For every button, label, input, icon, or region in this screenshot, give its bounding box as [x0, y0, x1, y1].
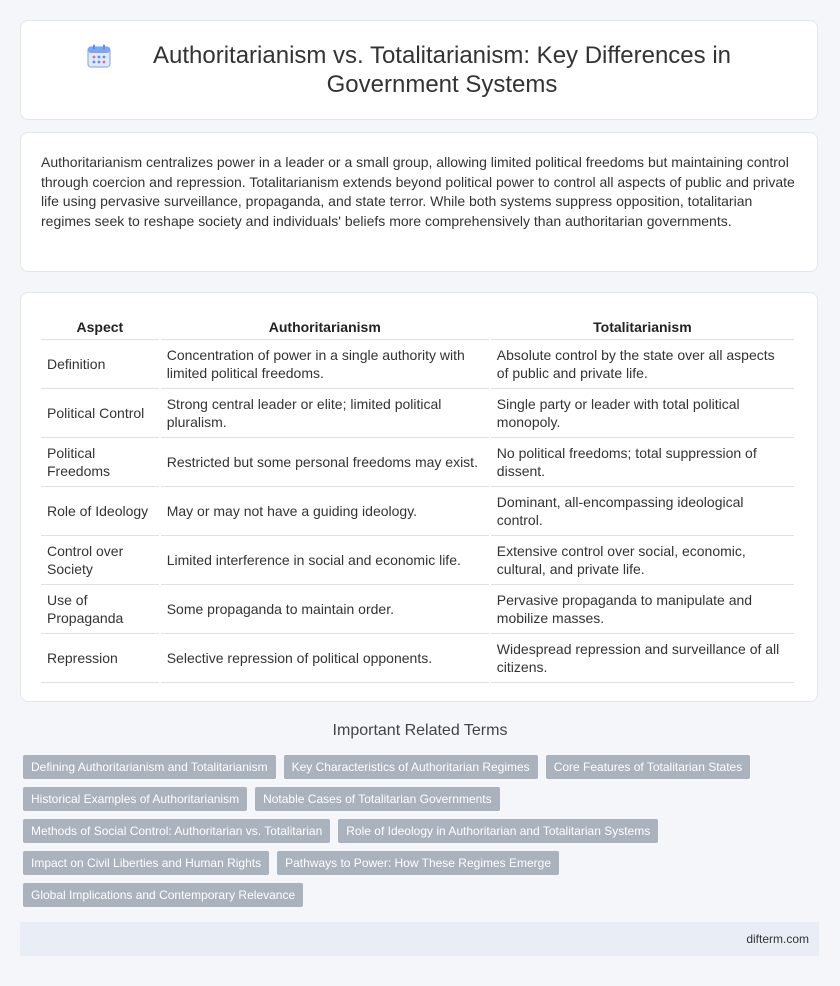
authoritarianism-cell: Limited interference in social and economic life. — [161, 536, 489, 585]
aspect-cell: Political Control — [41, 389, 159, 438]
comparison-card — [20, 292, 818, 702]
intro-card — [20, 132, 818, 272]
related-terms-list — [23, 755, 813, 915]
authoritarianism-cell: Concentration of power in a single authority with limited political freedoms. — [161, 340, 489, 389]
related-term-tag[interactable]: Defining Authoritarianism and Totalitarianism — [23, 755, 276, 779]
authoritarianism-cell: Restricted but some personal freedoms may exist. — [161, 438, 489, 487]
totalitarianism-cell: Widespread repression and surveillance of all citizens. — [491, 634, 794, 683]
related-term-tag[interactable]: Methods of Social Control: Authoritarian vs. Totalitarian — [23, 819, 330, 843]
column-header-authoritarianism: Authoritarianism — [161, 315, 489, 340]
intro-paragraph: Authoritarianism centralizes power in a leader or a small group, allowing limited political freedoms but maintaining control through coercion and repression. Totalitarianism extends beyond political power to control all aspects of public and private life using pervasive surveillance, propaganda, and state terror. While both systems suppress opposition, totalitarian regimes seek to reshape society and individuals' beliefs more comprehensively than authoritarian governments. — [41, 154, 795, 229]
related-term-tag[interactable]: Pathways to Power: How These Regimes Emerge — [277, 851, 559, 875]
table-row — [41, 340, 794, 389]
page-title: Authoritarianism vs. Totalitarianism: Key Differences in Government Systems — [152, 42, 731, 98]
comparison-table — [39, 315, 796, 683]
related-term-tag[interactable]: Key Characteristics of Authoritarian Regimes — [284, 755, 538, 779]
totalitarianism-cell: Dominant, all-encompassing ideological control. — [491, 487, 794, 536]
table-row — [41, 487, 794, 536]
related-term-tag[interactable]: Notable Cases of Totalitarian Governments — [255, 787, 500, 811]
footer — [20, 922, 819, 956]
related-term-tag[interactable]: Impact on Civil Liberties and Human Rights — [23, 851, 269, 875]
totalitarianism-cell: Single party or leader with total political monopoly. — [491, 389, 794, 438]
totalitarianism-cell: No political freedoms; total suppression of dissent. — [491, 438, 794, 487]
aspect-cell: Control over Society — [41, 536, 159, 585]
totalitarianism-cell: Extensive control over social, economic, cultural, and private life. — [491, 536, 794, 585]
related-term-tag[interactable]: Role of Ideology in Authoritarian and Totalitarian Systems — [338, 819, 658, 843]
column-header-aspect: Aspect — [41, 315, 159, 340]
aspect-cell: Use of Propaganda — [41, 585, 159, 634]
totalitarianism-cell: Pervasive propaganda to manipulate and mobilize masses. — [491, 585, 794, 634]
table-row — [41, 438, 794, 487]
authoritarianism-cell: Some propaganda to maintain order. — [161, 585, 489, 634]
footer-site-link[interactable]: difterm.com — [746, 932, 809, 946]
authoritarianism-cell: Selective repression of political opponents. — [161, 634, 489, 683]
calendar-icon — [86, 43, 112, 69]
column-header-totalitarianism: Totalitarianism — [491, 315, 794, 340]
related-term-tag[interactable]: Core Features of Totalitarian States — [546, 755, 751, 779]
related-term-tag[interactable]: Historical Examples of Authoritarianism — [23, 787, 247, 811]
table-header-row — [41, 315, 794, 340]
authoritarianism-cell: Strong central leader or elite; limited political pluralism. — [161, 389, 489, 438]
table-row — [41, 585, 794, 634]
aspect-cell: Role of Ideology — [41, 487, 159, 536]
aspect-cell: Repression — [41, 634, 159, 683]
table-row — [41, 536, 794, 585]
table-row — [41, 634, 794, 683]
authoritarianism-cell: May or may not have a guiding ideology. — [161, 487, 489, 536]
aspect-cell: Definition — [41, 340, 159, 389]
related-term-tag[interactable]: Global Implications and Contemporary Relevance — [23, 883, 303, 907]
totalitarianism-cell: Absolute control by the state over all aspects of public and private life. — [491, 340, 794, 389]
related-terms-heading: Important Related Terms — [332, 722, 508, 739]
title-card — [20, 20, 818, 120]
aspect-cell: Political Freedoms — [41, 438, 159, 487]
table-row — [41, 389, 794, 438]
